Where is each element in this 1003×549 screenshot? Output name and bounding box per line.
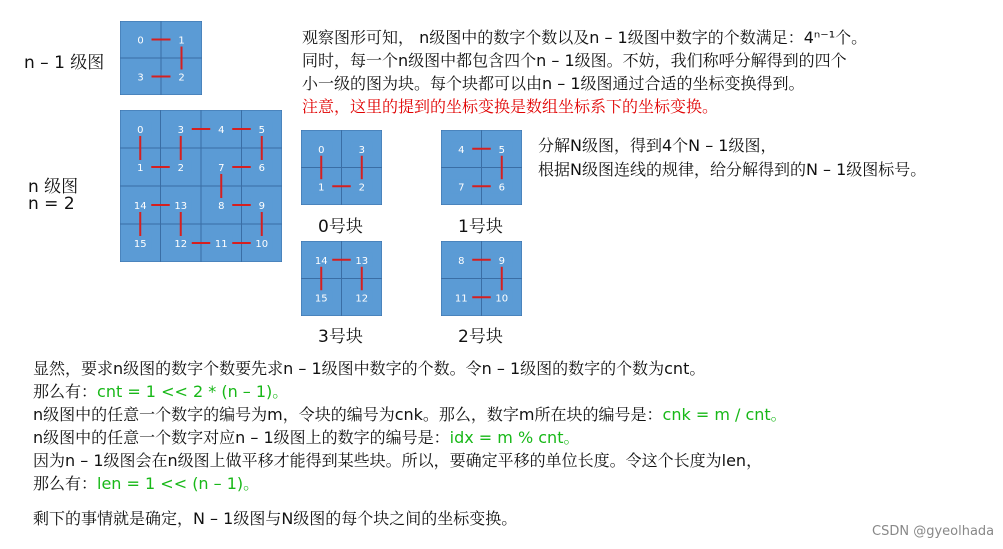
intro-line-2: 同时，每一个n级图中都包含四个n – 1级图。不妨，我们称呼分解得到的四个 [302,51,847,70]
n-grid-number: 7 [218,163,225,174]
n-grid-number: 5 [258,125,265,136]
bottom-line-7: 剩下的事情就是确定，N – 1级图与N级图的每个块之间的坐标变换。 [33,509,518,528]
n1-grid-number: 3 [137,72,144,84]
watermark: CSDN @gyeolhada [872,524,995,539]
block-2-number: 10 [495,293,509,305]
cnt-formula: cnt = 1 << 2 * (n – 1) [97,382,273,401]
block-3-diagram [301,241,382,316]
n-graph-label: n 级图 [28,177,79,197]
n-grid-number: 10 [255,239,269,250]
block-2-number: 11 [454,293,468,305]
block-2-diagram [441,241,522,316]
block-3-number: 15 [314,293,328,305]
n-grid-number: 9 [258,201,265,212]
block-0-number: 2 [358,182,365,194]
n-grid-number: 13 [174,201,188,212]
n-grid-number: 6 [258,163,265,174]
n-grid-number: 4 [218,125,225,136]
block-0-number: 1 [318,182,325,194]
intro-line-3: 小一级的图为块。每个块都可以由n – 1级图通过合适的坐标变换得到。 [302,74,805,93]
n-grid-diagram [120,110,282,262]
bottom-line-5: 因为n – 1级图会在n级图上做平移才能得到某些块。所以，要确定平移的单位长度。令这个长度为len， [33,451,763,470]
n-grid-number: 12 [174,239,188,250]
bottom-line-2: 那么有：cnt = 1 << 2 * (n – 1)。 [33,382,289,401]
n-grid-number: 0 [137,125,144,136]
block-0-diagram [301,130,382,205]
n-grid-number: 14 [133,201,147,212]
n-equals-label: n = 2 [28,194,75,214]
n1-grid-number: 1 [178,35,185,47]
intro-note: 注意，这里的提到的坐标变换是数组坐标系下的坐标变换。 [302,97,719,116]
block-2-number: 9 [498,255,505,267]
n1-graph-label: n – 1 级图 [24,53,105,73]
block-3-caption: 3号块 [318,327,363,347]
n1-grid-diagram [120,21,202,95]
idx-formula: idx = m % cnt [449,428,564,447]
intro-line-1: 观察图形可知， n级图中的数字个数以及n – 1级图中数字的个数满足：4ⁿ⁻¹个。 [302,28,868,47]
n-grid-number: 11 [214,239,228,250]
block-0-number: 0 [318,144,325,156]
block-0-caption: 0号块 [318,217,363,237]
n-grid-number: 2 [177,163,184,174]
block-3-number: 12 [355,293,369,305]
bottom-line-4: n级图中的任意一个数字对应n – 1级图上的数字的编号是：idx = m % cnt。 [33,428,580,447]
block-1-number: 6 [498,182,505,194]
n1-grid-number: 0 [137,35,144,47]
block-2-number: 8 [458,255,465,267]
block-1-number: 7 [458,182,465,194]
n-grid-number: 3 [177,125,184,136]
block-1-diagram [441,130,522,205]
block-1-caption: 1号块 [458,217,503,237]
n1-grid-number: 2 [178,72,185,84]
block-2-caption: 2号块 [458,327,503,347]
cnk-formula: cnk = m / cnt [662,405,771,424]
bottom-line-3: n级图中的任意一个数字的编号为m，令块的编号为cnk。那么，数字m所在块的编号是：cnk = m / cnt。 [33,405,787,424]
block-1-number: 4 [458,144,465,156]
len-formula: len = 1 << (n – 1) [97,474,244,493]
bottom-line-1: 显然，要求n级图的数字个数要先求n – 1级图中数字的个数。令n – 1级图的数字的个数为cnt。 [33,359,706,378]
n-grid-number: 1 [137,163,144,174]
block-1-number: 5 [498,144,505,156]
decompose-line-2: 根据N级图连线的规律，给分解得到的N – 1级图标号。 [538,160,927,179]
n-grid-number: 15 [133,239,147,250]
n-grid-number: 8 [218,201,225,212]
decompose-line-1: 分解N级图，得到4个N – 1级图， [538,136,777,155]
bottom-line-6: 那么有：len = 1 << (n – 1)。 [33,474,260,493]
block-0-number: 3 [358,144,365,156]
block-3-number: 14 [314,255,328,267]
block-3-number: 13 [355,255,369,267]
